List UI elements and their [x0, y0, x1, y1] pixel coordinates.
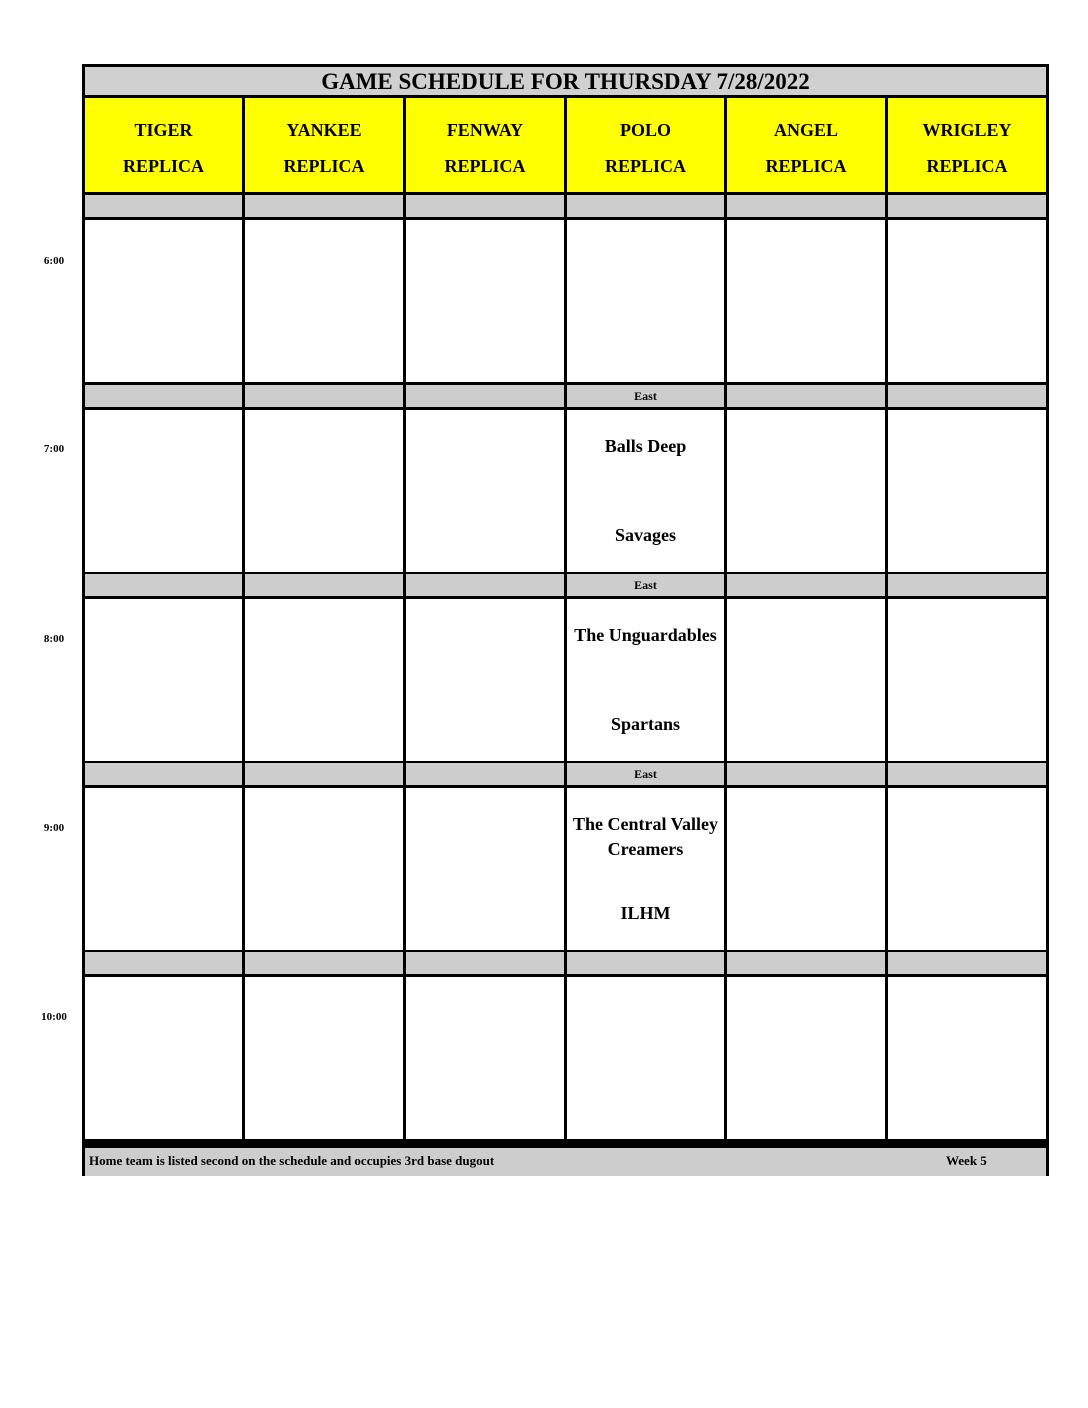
field-name: WRIGLEY — [922, 120, 1012, 140]
empty-slot-cell — [85, 977, 242, 1139]
field-header-polo — [567, 98, 724, 192]
empty-slot-cell — [85, 410, 242, 572]
field-name: YANKEE — [286, 120, 362, 140]
empty-slot-cell — [888, 220, 1046, 382]
schedule-title: GAME SCHEDULE FOR THURSDAY 7/28/2022 — [85, 67, 1046, 98]
empty-slot-cell — [567, 977, 724, 1139]
division-label — [727, 195, 885, 217]
time-slot-row — [85, 220, 1046, 382]
field-subtitle: REPLICA — [765, 156, 847, 176]
field-subtitle: REPLICA — [122, 156, 204, 176]
empty-slot-cell — [888, 788, 1046, 950]
away-team: The Central Valley Creamers — [572, 814, 718, 859]
empty-slot-cell — [85, 788, 242, 950]
division-label — [406, 195, 564, 217]
footer-bar — [85, 1145, 1046, 1176]
division-label: East — [567, 763, 724, 785]
empty-slot-cell — [888, 599, 1046, 761]
empty-slot-cell — [727, 410, 885, 572]
division-label — [406, 763, 564, 785]
division-label — [406, 385, 564, 407]
division-label — [888, 952, 1046, 974]
empty-slot-cell — [245, 410, 403, 572]
division-label: East — [567, 385, 724, 407]
division-label — [888, 574, 1046, 596]
division-label — [85, 195, 242, 217]
field-header-tiger — [85, 98, 242, 192]
schedule-table — [82, 64, 1049, 1176]
field-subtitle: REPLICA — [283, 156, 365, 176]
division-label: East — [567, 574, 724, 596]
division-label — [85, 574, 242, 596]
division-label — [245, 952, 403, 974]
field-subtitle: REPLICA — [926, 156, 1008, 176]
separator-row — [85, 952, 1046, 974]
empty-slot-cell — [727, 788, 885, 950]
empty-slot-cell — [245, 977, 403, 1139]
time-slot-row — [85, 599, 1046, 761]
empty-slot-cell — [727, 977, 885, 1139]
field-name: TIGER — [134, 120, 193, 140]
field-name: ANGEL — [773, 120, 838, 140]
home-team: Spartans — [610, 714, 681, 734]
field-subtitle: REPLICA — [604, 156, 686, 176]
time-slot-row — [85, 788, 1046, 950]
field-name: FENWAY — [446, 120, 524, 140]
time-label: 7:00 — [43, 443, 65, 455]
division-label — [406, 952, 564, 974]
division-label — [245, 763, 403, 785]
division-label — [245, 195, 403, 217]
game-cell — [567, 410, 724, 572]
empty-slot-cell — [727, 220, 885, 382]
division-label — [888, 763, 1046, 785]
field-header-fenway — [406, 98, 564, 192]
separator-row — [85, 195, 1046, 217]
empty-slot-cell — [406, 220, 564, 382]
division-label — [85, 763, 242, 785]
field-header-wrigley — [888, 98, 1046, 192]
field-header-row — [85, 98, 1046, 195]
division-label — [727, 574, 885, 596]
field-name: POLO — [619, 120, 671, 140]
time-slot-row — [85, 410, 1046, 572]
separator-row — [85, 763, 1046, 785]
time-label: 10:00 — [41, 1011, 67, 1023]
time-label: 9:00 — [43, 822, 65, 834]
empty-slot-cell — [727, 599, 885, 761]
field-subtitle: REPLICA — [444, 156, 526, 176]
empty-slot-cell — [888, 977, 1046, 1139]
division-label — [727, 385, 885, 407]
home-team: ILHM — [620, 903, 671, 923]
empty-slot-cell — [85, 599, 242, 761]
division-label — [245, 574, 403, 596]
empty-slot-cell — [245, 220, 403, 382]
week-label: Week 5 — [946, 1153, 987, 1168]
empty-slot-cell — [406, 410, 564, 572]
empty-slot-cell — [406, 788, 564, 950]
field-header-yankee — [245, 98, 403, 192]
empty-slot-cell — [406, 599, 564, 761]
division-label — [85, 385, 242, 407]
field-header-angel — [727, 98, 885, 192]
empty-slot-cell — [406, 977, 564, 1139]
division-label — [245, 385, 403, 407]
division-label — [727, 763, 885, 785]
game-cell — [567, 788, 724, 950]
division-label — [85, 952, 242, 974]
empty-slot-cell — [85, 220, 242, 382]
away-team: Balls Deep — [604, 436, 687, 456]
separator-row — [85, 574, 1046, 596]
empty-slot-cell — [245, 599, 403, 761]
time-slot-row — [85, 977, 1046, 1139]
division-label — [888, 195, 1046, 217]
away-team: The Unguardables — [574, 625, 717, 645]
division-label — [727, 952, 885, 974]
footer-note: Home team is listed second on the schedule and occupies 3rd base dugout — [89, 1153, 495, 1168]
time-label: 6:00 — [43, 255, 65, 267]
division-label — [567, 195, 724, 217]
division-label — [567, 952, 724, 974]
home-team: Savages — [614, 525, 676, 545]
separator-row — [85, 385, 1046, 407]
game-cell — [567, 599, 724, 761]
empty-slot-cell — [888, 410, 1046, 572]
division-label — [406, 574, 564, 596]
empty-slot-cell — [245, 788, 403, 950]
division-label — [888, 385, 1046, 407]
empty-slot-cell — [567, 220, 724, 382]
time-label: 8:00 — [43, 633, 65, 645]
